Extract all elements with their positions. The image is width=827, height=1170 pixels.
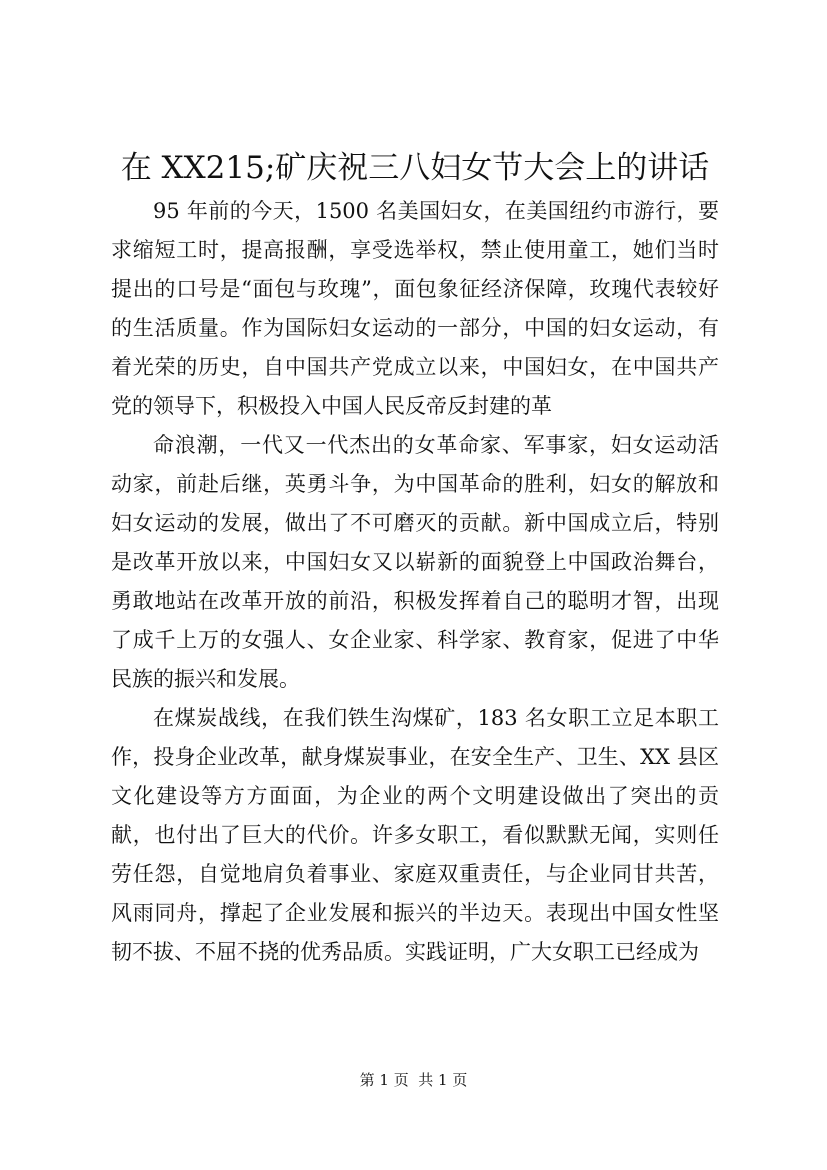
paragraph-1: 95 年前的今天，1500 名美国妇女，在美国纽约市游行，要求缩短工时，提高报酬，享受选举权，禁止使用童工，她们当时提出的口号是“面包与玫瑰”，面包象征经济保障，玫瑰代表较好的生活质量。作为国际妇女运动的一部分，中国的妇女运动，有着光荣的历史，自中国共产党成立以来，中国妇女，在中国共产党的领导下，积极投入中国人民反帝反封建的革 (111, 199, 719, 418)
page-footer (0, 1070, 827, 1090)
document-title: 在 XX215;矿庆祝三八妇女节大会上的讲话 (120, 150, 710, 186)
document-body (111, 192, 719, 972)
page-number-label: 第 1 页 共 1 页 (359, 1071, 468, 1089)
paragraph-3: 在煤炭战线，在我们铁生沟煤矿，183 名女职工立足本职工作，投身企业改革，献身煤炭事业，在安全生产、卫生、XX 县区文化建设等方方面面，为企业的两个文明建设做出了突出的贡献，也付出了巨大的代价。许多女职工，看似默默无闻，实则任劳任怨，自觉地肩负着事业、家庭双重责任，与企业同甘共苦，风雨同舟，撑起了企业发展和振兴的半边天。表现出中国女性坚韧不拔、不屈不挠的优秀品质。实践证明，广大女职工已经成为 (111, 706, 719, 964)
paragraph-2: 命浪潮，一代又一代杰出的女革命家、军事家，妇女运动活动家，前赴后继，英勇斗争，为中国革命的胜利，妇女的解放和妇女运动的发展，做出了不可磨灭的贡献。新中国成立后，特别是改革开放以来，中国妇女又以崭新的面貌登上中国政治舞台，勇敢地站在改革开放的前沿，积极发挥着自己的聪明才智，出现了成千上万的女强人、女企业家、科学家、教育家，促进了中华民族的振兴和发展。 (111, 433, 719, 691)
